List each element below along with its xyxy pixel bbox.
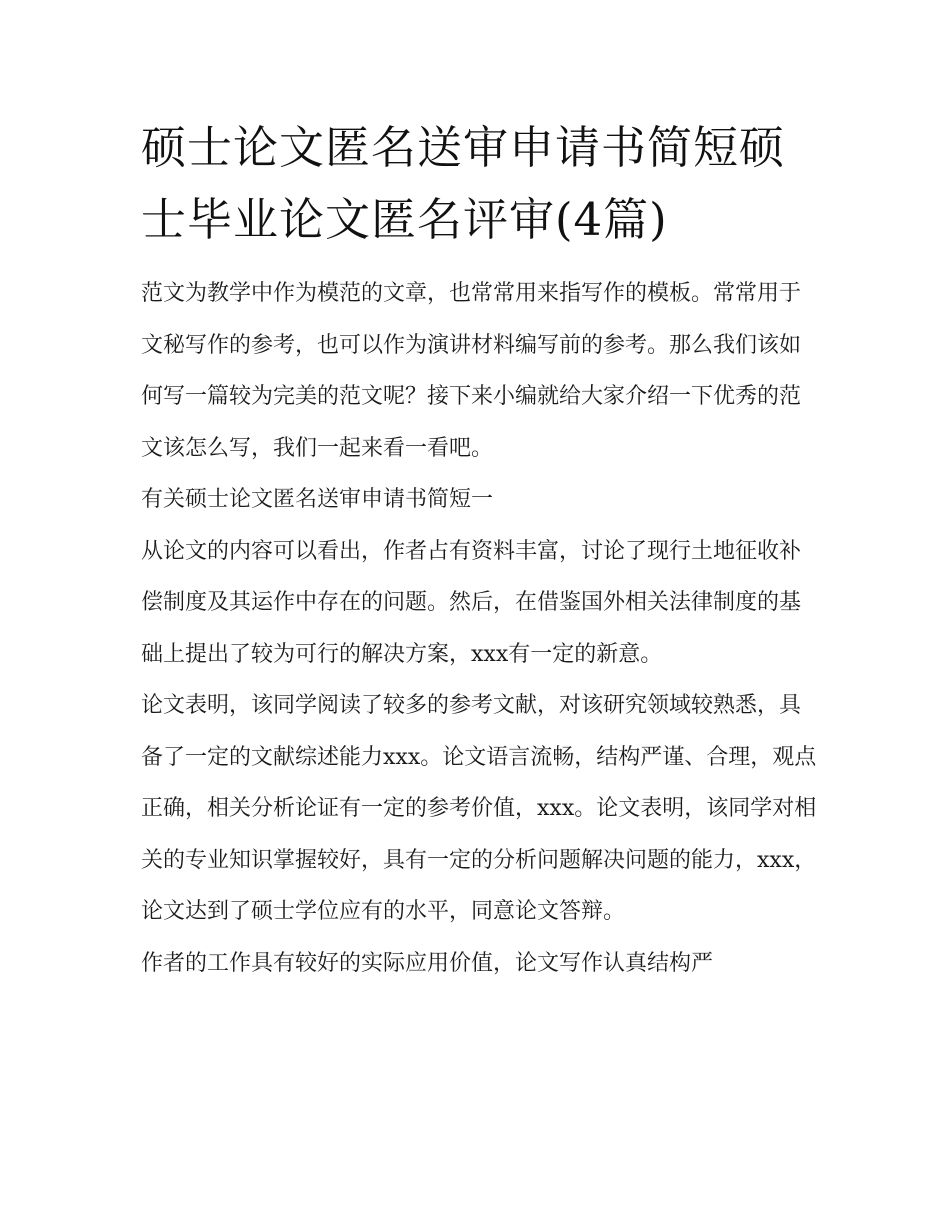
body-paragraph-2: 论文表明，该同学阅读了较多的参考文献，对该研究领域较熟悉，具备了一定的文献综述能力xxx。论文语言流畅，结构严谨、合理，观点正确，相关分析论证有一定的参考价值，xxx。论文表明，该同学对相关的专业知识掌握较好，具有一定的分析问题解决问题的能力，xxx，论文达到了硕士学位应有的水平，同意论文答辩。 xyxy=(141,693,817,924)
section-heading: 有关硕士论文匿名送审申请书简短一 xyxy=(141,487,494,512)
body-paragraph-3: 作者的工作具有较好的实际应用价值，论文写作认真结构严 xyxy=(141,950,714,976)
document-body xyxy=(141,112,821,989)
body-paragraph-1: 从论文的内容可以看出，作者占有资料丰富，讨论了现行土地征收补偿制度及其运作中存在的问题。然后，在借鉴国外相关法律制度的基础上提出了较为可行的解决方案，xxx有一定的新意。 xyxy=(141,538,802,667)
intro-paragraph: 范文为教学中作为模范的文章，也常常用来指写作的模板。常常用于文秘写作的参考，也可以作为演讲材料编写前的参考。那么我们该如何写一篇较为完美的范文呢？接下来小编就给大家介绍一下优秀的范文该怎么写，我们一起来看一看吧。 xyxy=(141,281,802,461)
document-title: 硕士论文匿名送审申请书简短硕士毕业论文匿名评审(4篇) xyxy=(141,121,786,246)
